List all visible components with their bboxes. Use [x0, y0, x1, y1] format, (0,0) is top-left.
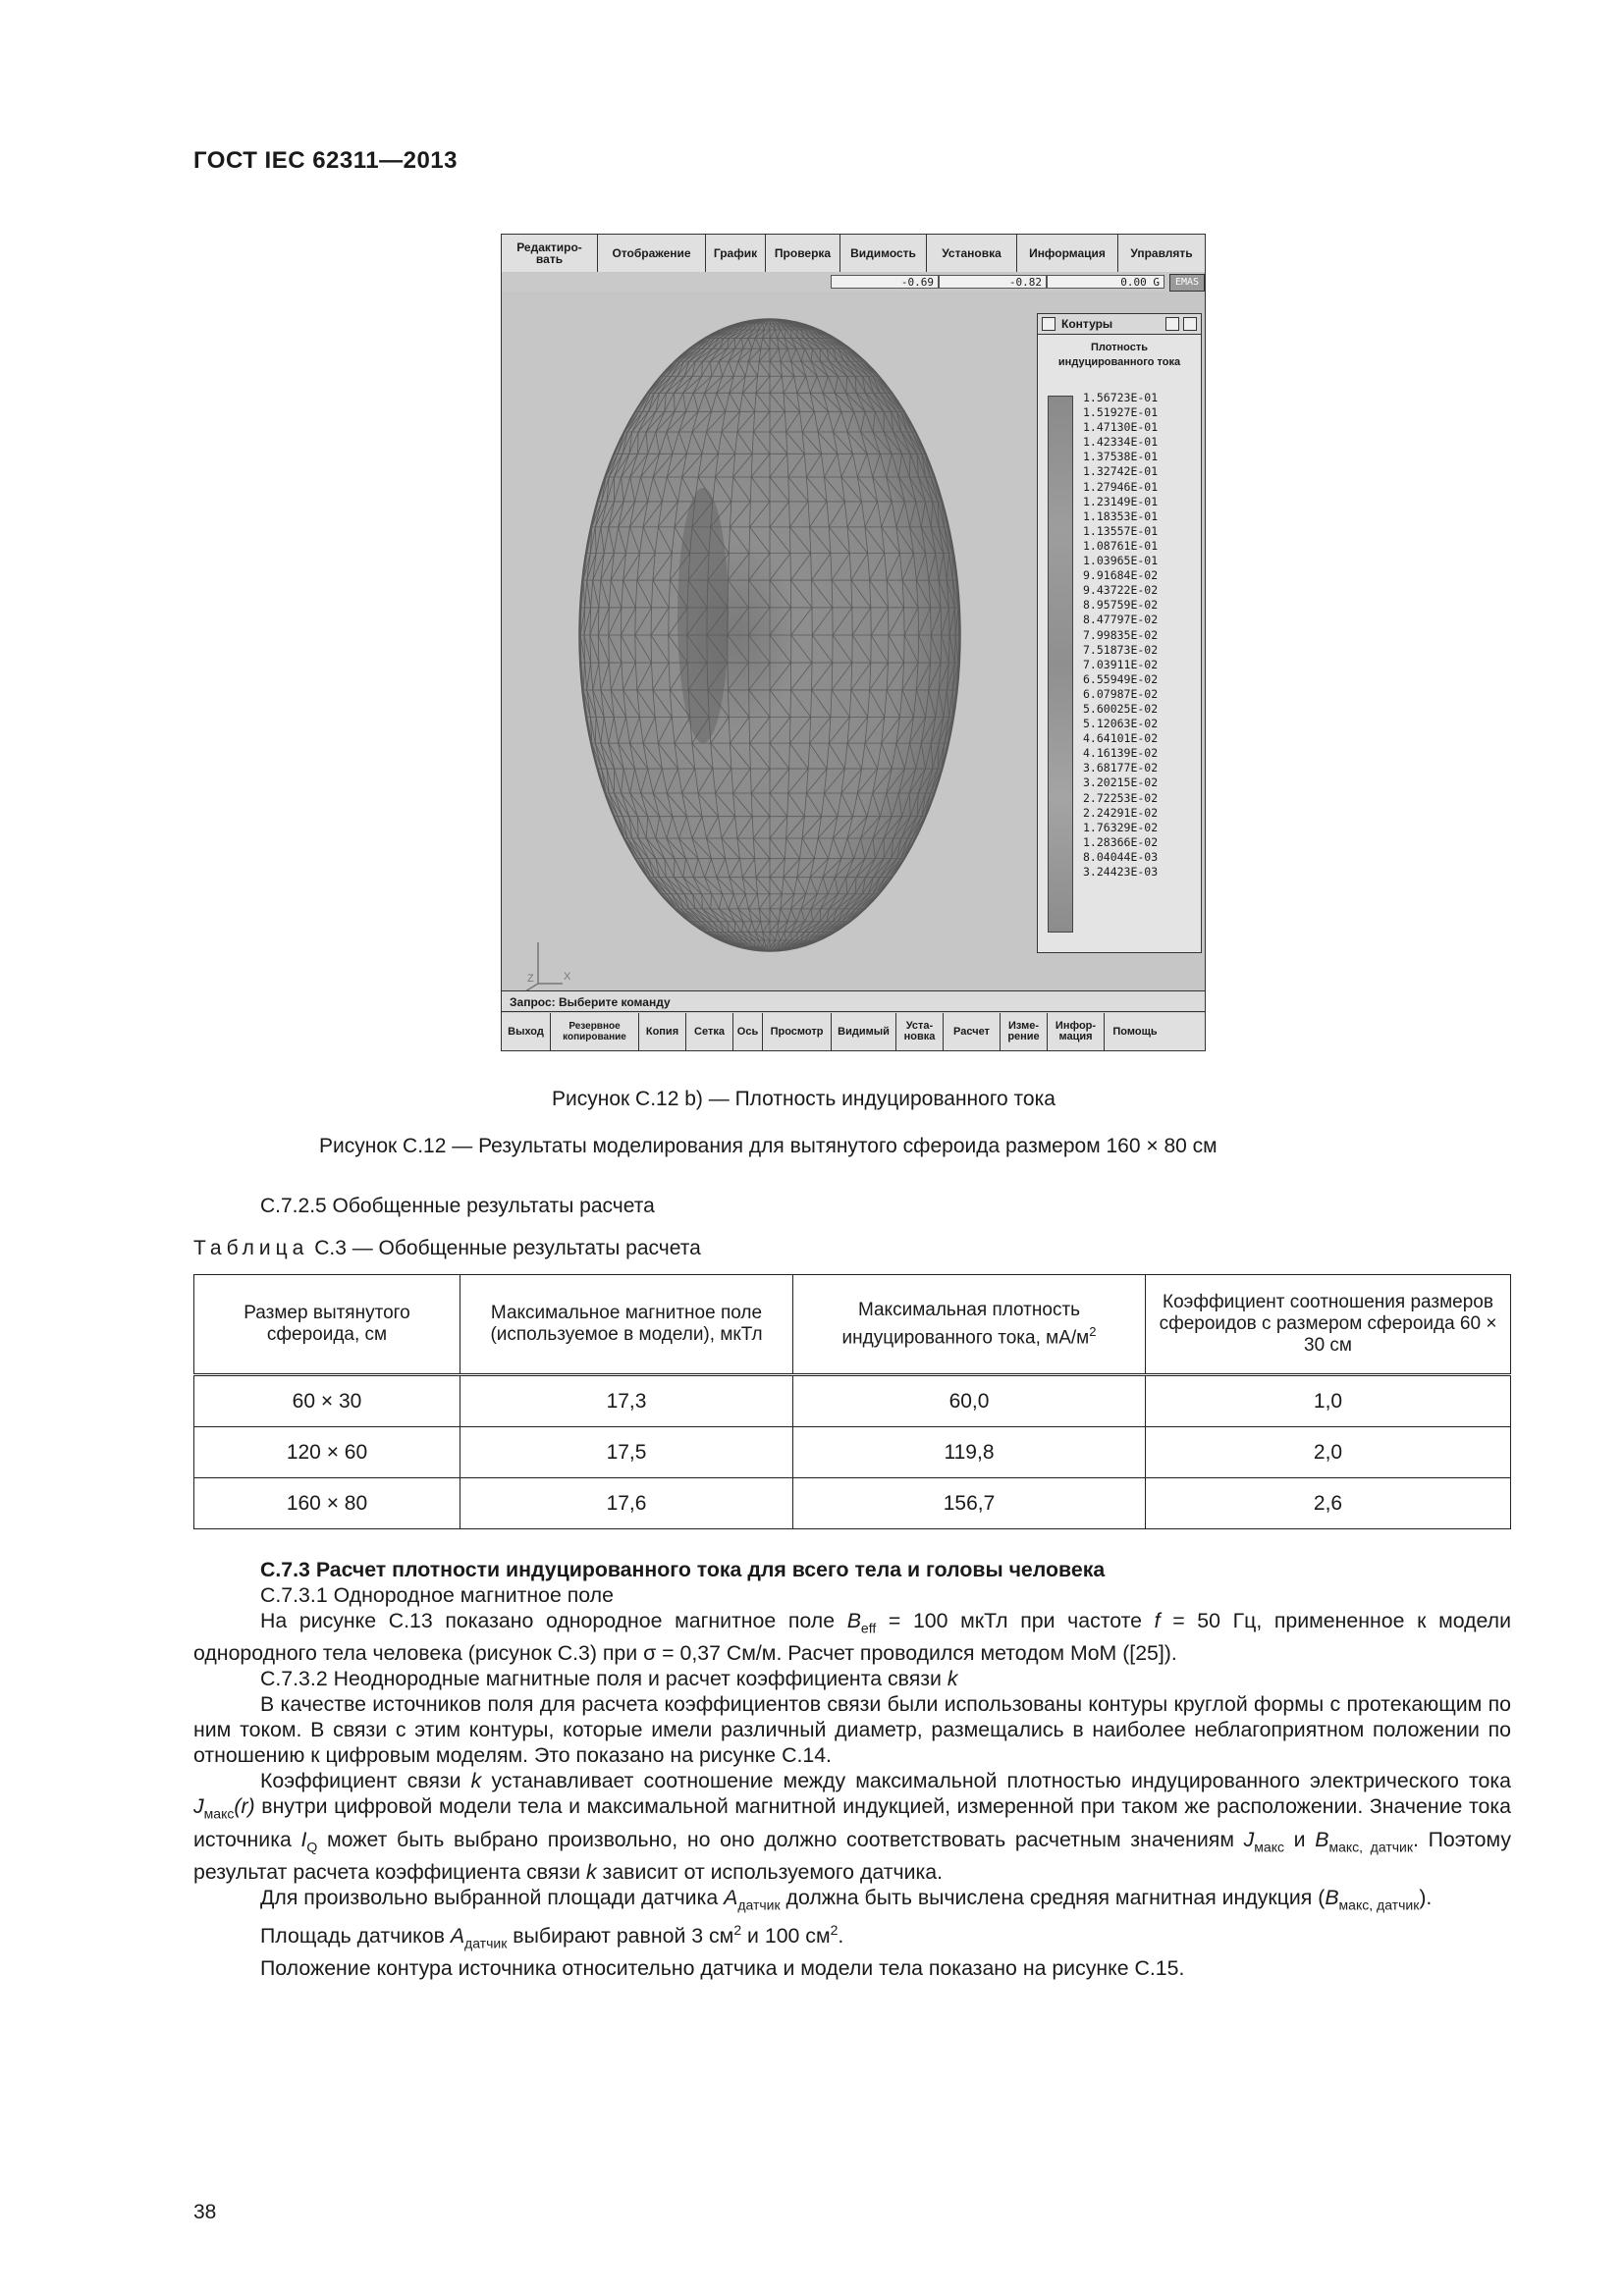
axis-label-z: Z — [527, 973, 534, 985]
info-button[interactable]: Инфор- мация — [1048, 1013, 1105, 1050]
table-cell: 2,6 — [1146, 1478, 1511, 1529]
spheroid-mesh — [502, 292, 1037, 990]
scale-value: 2.72253E-02 — [1083, 790, 1159, 805]
table-cell: 160 × 80 — [194, 1478, 460, 1529]
paragraph: Площадь датчиков $A_{датчик}$ выбирают равной 3 $см^2$ и 100 $см^2$. — [260, 1922, 844, 1951]
scale-value: 8.47797E-02 — [1083, 613, 1159, 627]
table-cell: 60,0 — [793, 1375, 1146, 1427]
menu-edit[interactable]: Редактиро- вать — [502, 235, 598, 272]
table-header-row — [194, 1275, 1511, 1375]
scale-value: 1.18353E-01 — [1083, 508, 1159, 523]
scale-value: 7.51873E-02 — [1083, 642, 1159, 657]
scale-value: 1.47130E-01 — [1083, 420, 1159, 435]
scale-value: 1.13557E-01 — [1083, 523, 1159, 538]
contours-panel — [1037, 313, 1202, 953]
table-cell: 2,0 — [1146, 1427, 1511, 1478]
table-header-cell: Максимальная плотность индуцированного тока, $мА/м^2$ — [793, 1275, 1146, 1375]
table-caption — [193, 1237, 701, 1260]
menu-check[interactable]: Проверка — [766, 235, 840, 272]
table-cell: 156,7 — [793, 1478, 1146, 1529]
copy-button[interactable]: Копия — [639, 1013, 686, 1050]
table-header-cell: Размер вытянутого сфероида, см — [194, 1275, 460, 1375]
command-prompt[interactable]: Запрос: Выберите команду — [502, 990, 1205, 1012]
paragraph: На рисунке С.13 показано однородное магнитное поле $B_{eff} = 100$ мкТл при частоте f = 50 Гц, примененное к модели однородного тела человека (рисунок С.3) при σ = 0,37 См/м. Расчет проводился методом MoM ([25]). — [193, 1609, 1511, 1666]
scale-value: 8.04044E-03 — [1083, 849, 1159, 864]
table-row — [194, 1427, 1511, 1478]
minimize-icon[interactable] — [1165, 317, 1179, 331]
paragraph: В качестве источников поля для расчета коэффициентов связи были использованы контуры круглой формы с протекающим по ним током. В связи с этим контуры, которые имели различный диаметр, размещались в наиболее неблагоприятном положении по отношению к цифровым моделям. Это показано на рисунке С.14. — [193, 1692, 1511, 1768]
help-button[interactable]: Помощь — [1112, 1025, 1158, 1038]
window-menu-icon[interactable] — [1042, 317, 1056, 331]
section-heading-c73: С.7.3 Расчет плотности индуцированного тока для всего тела и головы человека — [260, 1558, 1106, 1581]
scale-value: 9.43722E-02 — [1083, 583, 1159, 598]
contours-title: Контуры — [1061, 317, 1113, 331]
axis-button[interactable]: Ось — [733, 1013, 763, 1050]
contours-subtitle: Плотность индуцированного тока — [1057, 342, 1181, 368]
menu-bar — [502, 235, 1205, 273]
scale-value: 6.07987E-02 — [1083, 686, 1159, 701]
view-button[interactable]: Просмотр — [763, 1013, 832, 1050]
scale-value: 3.68177E-02 — [1083, 761, 1159, 775]
scale-values — [1083, 391, 1158, 880]
visible-button[interactable]: Видимый — [832, 1013, 896, 1050]
body-text — [193, 1557, 1511, 1981]
high-density-region — [677, 488, 729, 743]
scale-value: 1.51927E-01 — [1083, 405, 1159, 420]
page-number: 38 — [193, 2201, 217, 2223]
scale-value: 2.24291E-02 — [1083, 805, 1159, 820]
results-table — [193, 1274, 1511, 1529]
scale-value: 1.28366E-02 — [1083, 834, 1159, 849]
menu-visibility[interactable]: Видимость — [840, 235, 927, 272]
emas-logo: EMAS — [1169, 274, 1205, 292]
contours-titlebar — [1038, 314, 1201, 335]
axis-label-x: X — [564, 971, 571, 983]
3d-viewport[interactable] — [502, 292, 1205, 990]
coord-g: 0.00 G — [1047, 275, 1164, 289]
scale-value: 1.03965E-01 — [1083, 554, 1159, 568]
scale-value: 1.76329E-02 — [1083, 820, 1159, 834]
backup-button[interactable]: Резервное копирование — [551, 1013, 639, 1050]
coordinate-bar — [502, 272, 1205, 292]
menu-control[interactable]: Управлять — [1130, 246, 1193, 260]
scale-value: 7.03911E-02 — [1083, 657, 1159, 671]
scale-value: 1.32742E-01 — [1083, 464, 1159, 479]
calculate-button[interactable]: Расчет — [944, 1013, 1001, 1050]
scale-value: 4.64101E-02 — [1083, 731, 1159, 746]
color-scale-bar — [1048, 396, 1073, 933]
scale-value: 5.60025E-02 — [1083, 701, 1159, 716]
scale-value: 9.91684E-02 — [1083, 568, 1159, 583]
figure-caption: Рисунок С.12 — Результаты моделирования для вытянутого сфероида размером 160 × 80 см — [319, 1135, 1218, 1157]
scale-value: 4.16139E-02 — [1083, 746, 1159, 761]
scale-value: 1.08761E-01 — [1083, 538, 1159, 553]
bottom-toolbar — [502, 1013, 1205, 1050]
table-caption-word: Таблица — [193, 1237, 309, 1259]
section-heading-c732: С.7.3.2 Неоднородные магнитные поля и расчет коэффициента связи k — [260, 1667, 958, 1691]
coord-y: -0.82 — [939, 275, 1047, 289]
scale-value: 1.37538E-01 — [1083, 450, 1159, 464]
table-cell: 1,0 — [1146, 1375, 1511, 1427]
paragraph: Для произвольно выбранной площади датчика $A_{датчик}$ должна быть вычислена средняя магнитная индукция $(B_{макс, датчик})$. — [260, 1885, 1433, 1912]
section-heading-c731: С.7.3.1 Однородное магнитное поле — [260, 1583, 614, 1607]
table-header-cell: Коэффициент соотношения размеров сфероидов с размером сфероида 60 × 30 см — [1146, 1275, 1511, 1375]
menu-information[interactable]: Информация — [1017, 235, 1118, 272]
table-row — [194, 1375, 1511, 1427]
scale-value: 1.42334E-01 — [1083, 435, 1159, 450]
menu-graph[interactable]: График — [706, 235, 766, 272]
menu-setup[interactable]: Установка — [927, 235, 1017, 272]
table-row — [194, 1478, 1511, 1529]
section-heading-c725: С.7.2.5 Обобщенные результаты расчета — [260, 1195, 655, 1217]
setup-button[interactable]: Уста- новка — [896, 1013, 944, 1050]
scale-value: 8.95759E-02 — [1083, 598, 1159, 613]
grid-button[interactable]: Сетка — [686, 1013, 733, 1050]
measure-button[interactable]: Изме- рение — [1001, 1013, 1048, 1050]
scale-value: 3.20215E-02 — [1083, 775, 1159, 790]
table-cell: 17,5 — [460, 1427, 793, 1478]
document-header: ГОСТ IEC 62311—2013 — [193, 147, 458, 174]
maximize-icon[interactable] — [1183, 317, 1197, 331]
software-screenshot — [501, 234, 1206, 1051]
figure-subcaption: Рисунок С.12 b) — Плотность индуцированного тока — [552, 1088, 1056, 1110]
scale-value: 3.24423E-03 — [1083, 865, 1159, 879]
table-cell: 119,8 — [793, 1427, 1146, 1478]
table-cell: 120 × 60 — [194, 1427, 460, 1478]
scale-value: 7.99835E-02 — [1083, 627, 1159, 642]
table-cell: 17,6 — [460, 1478, 793, 1529]
scale-value: 1.23149E-01 — [1083, 494, 1159, 508]
table-caption-text: С.3 — Обобщенные результаты расчета — [314, 1237, 701, 1259]
exit-button[interactable]: Выход — [502, 1013, 551, 1050]
scale-value: 1.27946E-01 — [1083, 479, 1159, 494]
coord-x: -0.69 — [831, 275, 939, 289]
scale-value: 6.55949E-02 — [1083, 671, 1159, 686]
paragraph: Коэффициент связи k устанавливает соотношение между максимальной плотностью индуцированного электрического тока $J_{макс}(r)$ внутри цифровой модели тела и максимальной магнитной индукцией, измеренной при таком же расположении. Значение тока источника $I_Q$ может быть выбрано произвольно, но оно должно соответствовать расчетным значениям $J_{макс}$ и $B_{макс, датчик}$. Поэтому результат расчета коэффициента связи k зависит от используемого датчика. — [193, 1769, 1512, 1884]
paragraph: Положение контура источника относительно датчика и модели тела показано на рисунке С.15. — [260, 1956, 1185, 1981]
table-cell: 17,3 — [460, 1375, 793, 1427]
scale-value: 1.56723E-01 — [1083, 391, 1159, 404]
table-header-cell: Максимальное магнитное поле (используемое в модели), мкТл — [460, 1275, 793, 1375]
menu-display[interactable]: Отображение — [598, 235, 706, 272]
axis-triad — [514, 934, 572, 993]
scale-value: 5.12063E-02 — [1083, 717, 1159, 731]
table-cell: 60 × 30 — [194, 1375, 460, 1427]
